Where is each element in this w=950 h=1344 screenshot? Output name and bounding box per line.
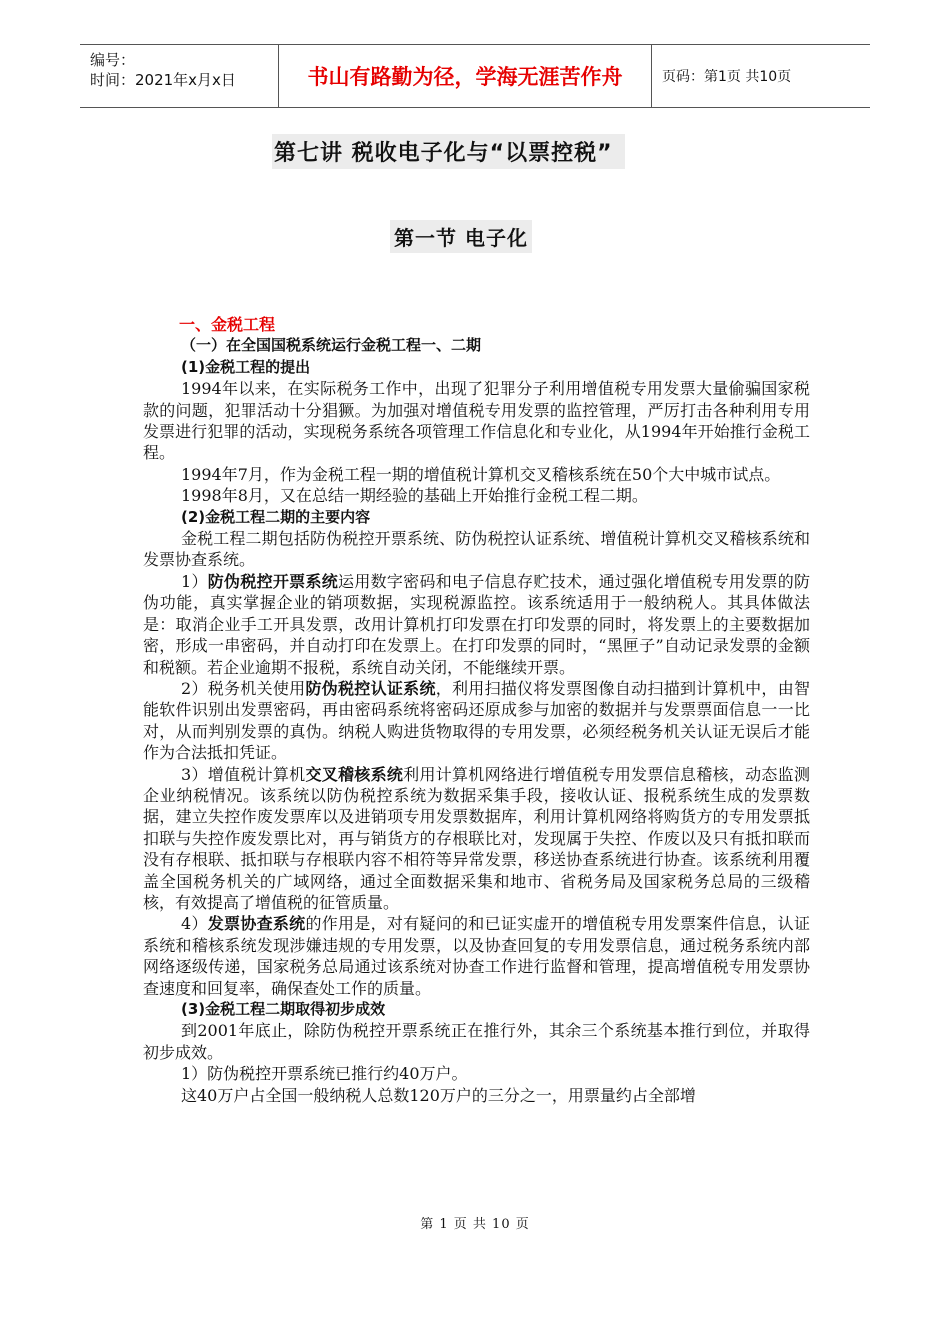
document-number-label: 编号： <box>90 51 136 69</box>
paragraph: 这40万户占全国一般纳税人总数120万户的三分之一，用票量约占全部增 <box>181 1085 696 1105</box>
bold-term: 防伪税控认证系统 <box>305 678 436 698</box>
paragraph-text: 的作用是，对有疑问的和已证实虚开的增值税专用发票案件信息，认证系统和稽核系统发现涉嫌违规的专用发票，以及协查回复的专用发票信息，通过税务系统内部网络逐级传递，国家税务总局通过该系统对协查工作进行监督和管理，提高增值税专用发票协查速度和回复率，确保查处工作的质量。 <box>143 914 810 998</box>
heading-level-3: (1)金税工程的提出 <box>181 357 311 376</box>
paragraph <box>143 571 810 678</box>
bold-term: 发票协查系统 <box>207 914 306 934</box>
page-header <box>80 44 870 108</box>
paragraph-text: 4） <box>181 914 208 934</box>
paragraph-text: ，利用扫描仪将发票图像自动扫描到计算机中，由智能软件识别出发票密码，再由密码系统将密码还原成参与加密的数据并与发票票面信息一一比对，从而判别发票的真伪。纳税人购进货物取得的专用发票，必须经税务机关认证无误后才能作为合法抵扣凭证。 <box>143 678 810 763</box>
paragraph: 1）防伪税控开票系统已推行约40万户。 <box>181 1064 468 1084</box>
header-motto: 书山有路勤为径，学海无涯苦作舟 <box>278 45 652 107</box>
bold-term: 防伪税控开票系统 <box>207 571 339 591</box>
header-meta <box>80 45 278 107</box>
paragraph: 金税工程二期包括防伪税控开票系统、防伪税控认证系统、增值税计算机交叉稽核系统和发票协查系统。 <box>143 529 810 570</box>
paragraph: 1994年7月，作为金税工程一期的增值税计算机交叉稽核系统在50个大中城市试点。 <box>181 464 781 484</box>
heading-level-2: （一）在全国国税系统运行金税工程一、二期 <box>181 336 482 355</box>
heading-level-1: 一、金税工程 <box>179 315 276 334</box>
paragraph: 到2001年底止，除防伪税控开票系统正在推行外，其余三个系统基本推行到位，并取得初步成效。 <box>143 1021 810 1062</box>
section-title: 第一节 电子化 <box>390 220 532 253</box>
paragraph-text: 1） <box>181 571 208 591</box>
page-footer: 第 1 页 共 10 页 <box>420 1217 530 1232</box>
paragraph: 1998年8月，又在总结一期经验的基础上开始推行金税工程二期。 <box>181 486 648 506</box>
paragraph-text: 利用计算机网络进行增值税专用发票信息稽核，动态监测企业纳税情况。该系统以防伪税控系统为数据采集手段，接收认证、报税系统生成的发票数据，建立失控作废发票库以及进销项专用发票数据库，利用计算机网络将购货方的专用发票抵扣联与失控作废发票比对，再与销货方的存根联比对，发现属于失控、作废以及只有抵扣联而没有存根联、抵扣联与存根联内容不相符等异常发票，移送协查系统进行协查。该系统利用覆盖全国税务机关的广域网络，通过全面数据采集和地市、省税务局及国家税务总局的三级稽核，有效提高了增值税的征管质量。 <box>143 764 810 912</box>
bold-term: 交叉稽核系统 <box>305 764 404 784</box>
paragraph <box>143 913 810 999</box>
paragraph-text: 2）税务机关使用 <box>181 678 306 698</box>
lecture-title: 第七讲 税收电子化与“以票控税” <box>272 134 625 169</box>
paragraph-text: 3）增值税计算机 <box>181 764 306 784</box>
paragraph: 1994年以来，在实际税务工作中，出现了犯罪分子利用增值税专用发票大量偷骗国家税款的问题，犯罪活动十分猖獗。为加强对增值税专用发票的监控管理，严厉打击各种利用专用发票进行犯罪的活动，实现税务系统各项管理工作信息化和专业化，从1994年开始推行金税工程。 <box>143 379 810 463</box>
heading-level-3: (2)金税工程二期的主要内容 <box>181 507 371 526</box>
paragraph <box>143 764 810 914</box>
document-body <box>143 314 810 1106</box>
paragraph <box>143 678 810 764</box>
document-date-label: 时间：2021年x月x日 <box>90 71 236 89</box>
heading-level-3: (3)金税工程二期取得初步成效 <box>181 1000 386 1018</box>
header-page-info: 页码：第1页 共10页 <box>662 69 792 85</box>
paragraph-text: 运用数字密码和电子信息存贮技术，通过强化增值税专用发票的防伪功能，真实掌握企业的销项数据，实现税源监控。该系统适用于一般纳税人。其具体做法是：取消企业手工开具发票，改用计算机打印发票在打印发票的同时，将发票上的主要数据加密，形成一串密码，并自动打印在发票上。在打印发票的同时，“黑匣子”自动记录发票的金额和税额。若企业逾期不报税，系统自动关闭，不能继续开票。 <box>143 571 810 677</box>
